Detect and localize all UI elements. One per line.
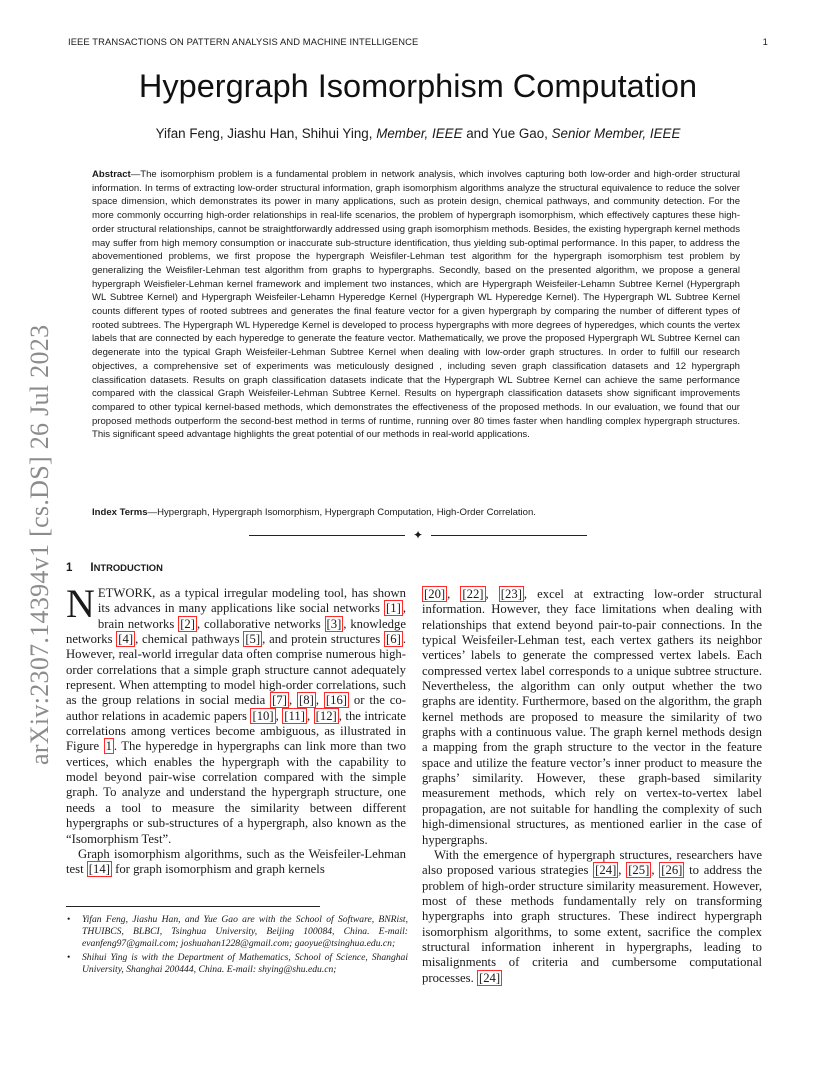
intro-paragraph-4 <box>422 848 762 986</box>
intro-paragraph-1 <box>66 581 407 847</box>
paragraph-text: With the emergence of hypergraph structures, researchers have also proposed various strategies <box>422 847 762 878</box>
citation-link[interactable]: [12] <box>315 708 337 723</box>
intro-paragraph-2 <box>66 847 406 878</box>
section-title-initial: I <box>90 562 94 574</box>
citation-link[interactable]: [25] <box>628 863 650 878</box>
abstract-label: Abstract <box>92 169 131 180</box>
section-number: 1 <box>66 562 73 574</box>
citation-link[interactable]: [20] <box>424 587 446 601</box>
citation-link[interactable]: [4] <box>118 632 134 647</box>
left-column <box>66 581 407 878</box>
paragraph-text: Graph isomorphism algorithms, such as the Weisfeiler-Lehman test <box>66 846 406 877</box>
section-heading-introduction <box>66 562 163 574</box>
running-header <box>68 36 768 47</box>
footnote-affiliation-2: • Shihui Ying is with the Department of Mathematics, School of Science, Shanghai University, Shanghai 200444, China. E-mail: shying@shu.edu.cn; <box>82 952 408 976</box>
paragraph-text: , <box>315 693 324 708</box>
paragraph-text: for graph isomorphism and graph kernels <box>111 862 325 877</box>
abstract-text: —The isomorphism problem is a fundamental problem in network analysis, which involves capturing both low-order and high-order structural information. In terms of extracting low-order structural information, graph isomorphism algorithms analyze the structural equivalence to reduce the solver space dimension, which demonstrates its power in many applications, such as protein design, chemical pathways, and community detection. For the more commonly occurring high-order relationships in real-life scenarios, the problem of hypergraph isomorphism, which effectively captures these high-order structural relationships, cannot be straightforwardly addressed using graph isomorphism methods. Besides, the existing hypergraph kernel methods may suffer from high memory consumption or inaccurate sub-structure identification, thus yielding sub-optimal performance. In this paper, to address the abovementioned problems, we first propose the hypergraph Weisfiler-Lehman test algorithm for the hypergraph isomorphism test problem by generalizing the Weisfiler-Lehman test algorithm from graphs to hypergraphs. Secondly, based on the presented algorithm, we propose a general hypergraph Weisfieler-Lehman kernel framework and implement two instances, which are Hypergraph Weisfeiler-Lehamn Subtree Kernel (Hypergraph WL Subtree Kernel) and Hypergraph Weisfeiler-Lehamn Hyperedge Kernel (Hypergraph WL Hyperedge Kernel). The Hypergraph WL Subtree Kernel counts different types of rooted subtrees and generates the final feature vector for a given hypergraph by comparing the number of different types of rooted subtrees. The Hypergraph WL Hyperedge Kernel is developed to process hypergraphs with more degrees of hyperedges, which counts the vertex labels that are connected by each hyperedge to generate the feature vector. Mathematically, we prove the proposed Hypergraph WL Subtree Kernel can degenerate into the typical Graph Weisfeiler-Lehman Subtree Kernel when dealing with low-order graph structures. In order to fulfill our research objectives, a comprehensive set of experiments was meticulously designed , including seven graph classification datasets and 12 hypergraph classification datasets. Results on graph classification datasets indicate that the Hypergraph WL Subtree Kernel can achieve the same performance compared with the classical Graph Weisfeiler-Lehman Subtree Kernel. Results on hypergraph classification datasets show significant improvements compared to other typical kernel-based methods, which demonstrates the effectiveness of the proposed methods. In our evaluation, we found that our proposed methods outperform the second-best method in terms of runtime, running over 80 times faster when handling complex hypergraph structures. This significant speed advantage highlights the great potential of our methods in real-world applications. <box>92 169 740 441</box>
citation-link[interactable]: [24] <box>478 970 501 985</box>
paragraph-text: , brain networks <box>97 601 406 631</box>
page-number: 1 <box>762 36 768 47</box>
paragraph-text: , chemical pathways <box>135 632 244 647</box>
divider-rule-right <box>431 535 587 536</box>
citation-link[interactable]: [3] <box>326 616 342 631</box>
footnote-rule <box>66 906 320 907</box>
paragraph-text: , and protein structures <box>262 632 385 647</box>
citation-link[interactable]: [22] <box>462 587 484 601</box>
paragraph-text: , the intricate correlations among vertices become ambiguous, as illustrated in Figure <box>66 708 406 754</box>
citation-link[interactable]: [8] <box>299 693 314 708</box>
paragraph-text: , knowledge networks <box>66 616 406 647</box>
paragraph-text: to address the problem of high-order structure similarity measurement. However, most of these methods fundamentally rely on transforming hypergraphs into graph structures. These indirect hypergraph isomorphism algorithms, to some extent, sacrifice the complex structural information inherent in hypergraphs, leading to misalignments of criteria and cumbersome computational processes. <box>422 863 763 985</box>
intro-paragraph-3 <box>422 587 762 848</box>
drop-cap: N <box>66 581 95 626</box>
paragraph-text: . The hyperedge in hypergraphs can link more than two vertices, which enables the hypergraph with the capability to model beyond pair-wise correlation compared with the simple graph. To analyze and understand the hypergraph structure, one needs a tool to measure the similarity between different hypergraphs or sub-structures of a hypergraph, also known as the “Isomorphism Test”. <box>66 739 406 846</box>
citation-link[interactable]: [23] <box>500 587 522 601</box>
authors-part-2: and Yue Gao, <box>462 126 552 141</box>
paragraph-text: or the co-author relations in academic papers <box>66 693 407 723</box>
citation-link[interactable]: [11] <box>284 708 305 723</box>
citation-link[interactable]: [6] <box>386 632 401 647</box>
journal-name: IEEE TRANSACTIONS ON PATTERN ANALYSIS AND MACHINE INTELLIGENCE <box>68 36 419 47</box>
paper-title: Hypergraph Isomorphism Computation <box>138 68 698 104</box>
citation-link[interactable]: [24] <box>595 863 617 878</box>
section-title-rest: NTRODUCTION <box>93 562 163 573</box>
authors-part-1: Yifan Feng, Jiashu Han, Shihui Ying, <box>155 126 377 141</box>
citation-link[interactable]: [10] <box>252 708 274 723</box>
citation-link[interactable]: 1 <box>105 739 112 754</box>
arxiv-identifier-stamp[interactable]: arXiv:2307.14394v1 [cs.DS] 26 Jul 2023 <box>25 324 54 765</box>
divider-diamond-icon: ✦ <box>412 528 424 542</box>
index-terms-label: Index Terms <box>92 507 148 518</box>
citation-link[interactable]: [1] <box>386 601 401 616</box>
paragraph-text: , <box>618 863 627 878</box>
citation-link[interactable]: [2] <box>180 616 195 631</box>
section-divider <box>68 528 768 542</box>
paragraph-text: , <box>447 587 461 601</box>
citation-link[interactable]: [16] <box>325 693 348 708</box>
paragraph-text: , excel at extracting low-order structural information. However, they face limitations when dealing with relationships that extend beyond pair-to-pair connections. In the typical Weisfeiler-Lehman test, each vertex gathers its neighbor vertices’ labels to generate the compressed vertex labels. Each compressed vertex label corresponds to a unique subtree structure. Nevertheless, the algorithm can only output whether the two graphs are identity. Furthermore, based on the algorithm, the graph kernel methods are proposed to measure the similarity of two graphs with a continuous value. The graph kernel methods design a mapping from the graph structure to the vector in the feature space and utilize the feature vector’s inner product to measure the graphs’ similarity. However, these graph-based similarity measurement methods, which rely on vertex-to-vertex label propagation, are not suitable for handling the complexity of such high-dimensional structures, as mentioned earlier in the case of hypergraphs. <box>422 587 763 847</box>
paragraph-text: , <box>306 708 314 723</box>
abstract <box>92 168 740 442</box>
right-column <box>422 587 762 986</box>
footnotes <box>66 914 408 978</box>
citation-link[interactable]: [26] <box>661 863 683 878</box>
paragraph-text: , <box>288 693 298 708</box>
author-role-2: Senior Member, IEEE <box>551 126 681 141</box>
divider-rule-left <box>249 535 405 536</box>
citation-link[interactable]: [5] <box>245 632 261 647</box>
index-terms-text: —Hypergraph, Hypergraph Isomorphism, Hypergraph Computation, High-Order Correlation. <box>147 507 536 518</box>
paragraph-text: , <box>485 587 499 601</box>
author-role-1: Member, IEEE <box>376 126 463 141</box>
paragraph-text: , as a typical irregular modeling tool, has shown its advances in many applications like social networks <box>97 586 406 616</box>
paragraph-text: , <box>651 863 660 878</box>
index-terms <box>92 507 740 518</box>
paragraph-text: , <box>275 708 283 723</box>
first-word-rest: ETWORK <box>97 586 153 600</box>
footnote-affiliation-1: • Yifan Feng, Jiashu Han, and Yue Gao are with the School of Software, BNRist, THUIBCS, BLBCI, Tsinghua University, Beijing 100084, China. E-mail: evanfeng97@gmail.com; joshuahan1228@gmail.com; gaoyue@tsinghua.edu.cn; <box>82 914 408 950</box>
paragraph-text: , collaborative networks <box>197 616 325 631</box>
citation-link[interactable]: [7] <box>272 693 287 708</box>
author-list <box>68 126 768 141</box>
citation-link[interactable]: [14] <box>88 862 110 877</box>
intro-paragraph-1-body <box>66 581 407 846</box>
paragraph-text: . However, real-world irregular data often comprise numerous high-order correlations that a simple graph structure cannot adequately represent. When attempting to model high-order correlations, such as the group relations in social media <box>66 632 406 708</box>
